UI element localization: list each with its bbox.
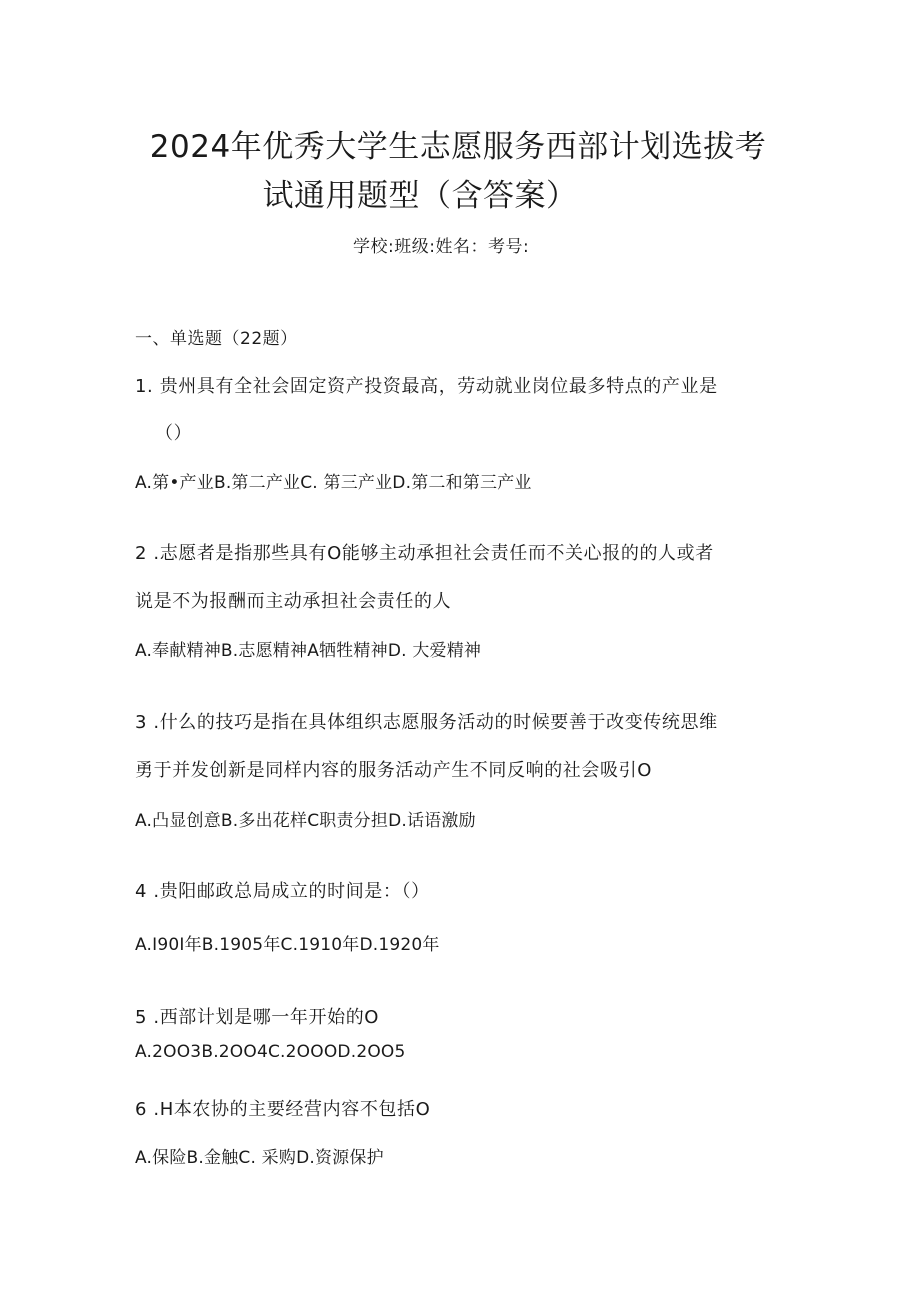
question-6-stem-line-1: 6 .H本农协的主要经营内容不包括O [135, 1099, 431, 1120]
question-1-options: A.第•产业B.第二产业C. 第三产业D.第二和第三产业 [135, 473, 532, 493]
document-title-line-2: 试通用题型（含答案） [262, 178, 578, 214]
section-heading: 一、单选题（22题） [135, 329, 298, 349]
question-1-stem-line-2: （） [155, 423, 193, 444]
question-5-stem-line-1: 5 .西部计划是哪一年开始的O [135, 1007, 380, 1028]
question-1-stem-line-1: 1. 贵州具有全社会固定资产投资最高，劳动就业岗位最多特点的产业是 [135, 376, 718, 397]
question-2-options: A.奉献精神B.志愿精神A牺牲精神D. 大爱精神 [135, 641, 482, 661]
document-title-line-1: 2024年优秀大学生志愿服务西部计划选拔考 [149, 129, 767, 165]
question-6-options: A.保险B.金触C. 采购D.资源保护 [135, 1148, 384, 1168]
question-3-stem-line-2: 勇于并发创新是同样内容的服务活动产生不同反响的社会吸引O [135, 760, 652, 781]
question-3-stem-line-1: 3 .什么的技巧是指在具体组织志愿服务活动的时候要善于改变传统思维 [135, 712, 718, 733]
question-4-stem-line-1: 4 .贵阳邮政总局成立的时间是：（） [135, 881, 430, 902]
student-info-line: 学校:班级:姓名：考号: [353, 237, 530, 257]
question-4-options: A.I90I年B.1905年C.1910年D.1920年 [135, 935, 440, 955]
question-2-stem-line-1: 2 .志愿者是指那些具有O能够主动承担社会责任而不关心报的的人或者 [135, 543, 714, 564]
question-3-options: A.凸显创意B.多出花样C职责分担D.话语激励 [135, 811, 476, 831]
question-2-stem-line-2: 说是不为报酬而主动承担社会责任的人 [135, 591, 452, 612]
question-5-options: A.2OO3B.2OO4C.2OOOD.2OO5 [135, 1042, 406, 1062]
